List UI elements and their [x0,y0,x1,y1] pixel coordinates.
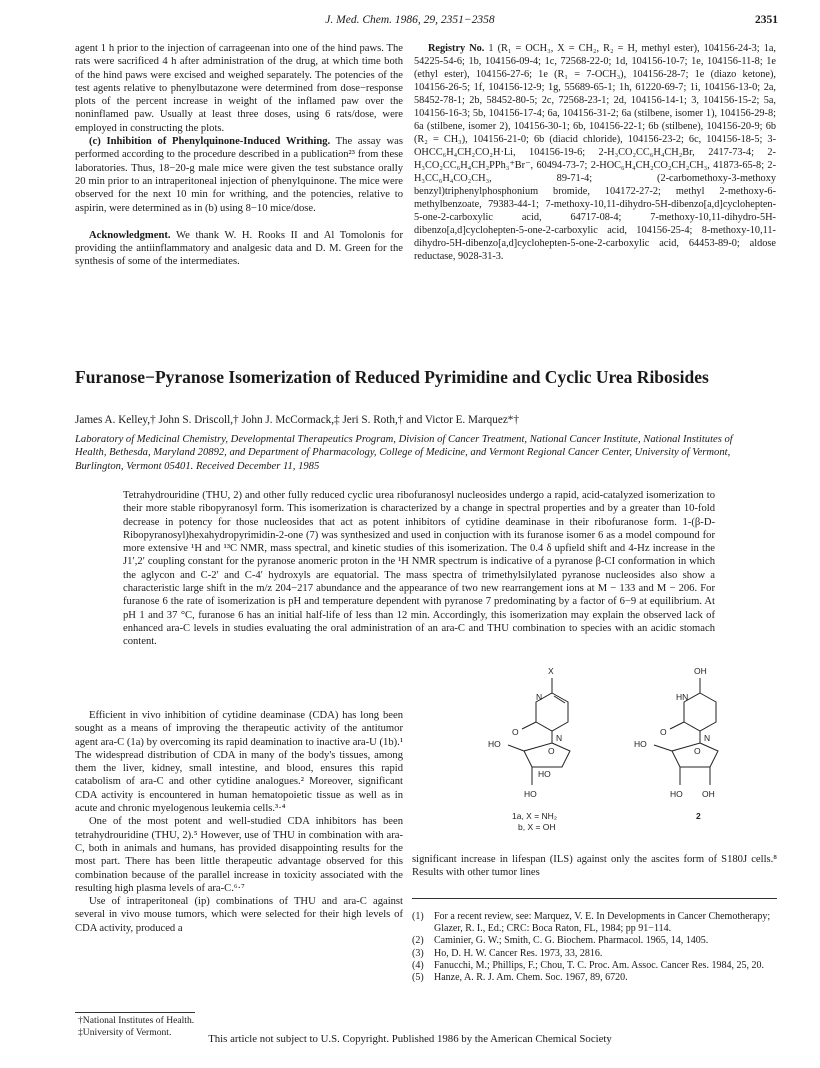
article-title: Furanose−Pyranose Isomerization of Reduced Pyrimidine and Cyclic Urea Ribosides [75,367,709,387]
running-header [0,14,820,34]
acknowledgment-text: We thank W. H. Rooks II and Al Tomolonis for providing the antiinflammatory and analgesic data and D. M. Green for the synthesis of some of the intermediates. [75,229,403,268]
ring-n-1: N [536,692,543,702]
structures-figure [440,655,760,840]
ho-5prime-2: HO [634,739,647,749]
journal-citation: J. Med. Chem. 1986, 29, 2351−2358 [325,14,495,26]
body-right-column [412,853,777,880]
ring-n-1b: N [556,733,563,743]
furanose-o-2: O [694,746,701,756]
experimental-paragraph: agent 1 h prior to the injection of carrageenan into one of the hind paws. The rats were sacrificed 4 h after administration of the drug, at which time both of the hind paws were excised and weighed separately. The potencies of the test agents relative to phenylbutazone were determined from dose−response plots of the percent increase in weight of the inflamed paw over the noninflamed paw. Usually at least three doses, using 6 rats/dose, were employed in constructing the plots. [75,43,403,134]
ho-3prime-1: HO [524,789,537,799]
reference-list [412,911,777,984]
intro-paragraph-1: Efficient in vivo inhibition of cytidine deaminase (CDA) has long been sought as a means of improving the therapeutic activity of the antitumor agent ara-C (1a) by overcoming its rapid deamination to inactive ara-U (1b).¹ The widespread distribution of CDA in many of the body's tissues, among them the liver, kidney, small intestine, and blood, ensures this rapid catabolism of ara-C and other cytidine analogues.² Moreover, significant CDA activity is encountered in human hematopoietic tissue as well as in acute and chronic myelogenous leukemia cells.³·⁴ [75,710,403,815]
oh-2prime-2: OH [702,789,715,799]
ho-3prime-2: HO [670,789,683,799]
writhing-paragraph [75,135,403,215]
body-right-paragraph: significant increase in lifespan (ILS) against only the ascites form of S180J cells.⁸ Results with other tumor lines [412,854,777,879]
footnote-uvm: ‡University of Vermont. [78,1027,172,1038]
ho-5prime-1: HO [488,739,501,749]
references-rule [412,898,777,899]
writhing-text: The assay was performed according to the procedure described in a publication²³ from these laboratories. Thus, 18−20-g male mice were given the test substance orally 20 min prior to an intraperitoneal injection of phenylquinone. The mice were observed for the next 10 min for writhing, and the potencies, relative to aspirin, were determined as in (b) using 8−10 mice/dose. [75,136,403,214]
footnote-rule [75,1012,195,1013]
article-affiliation: Laboratory of Medicinal Chemistry, Developmental Therapeutics Program, Division of Cancer Treatment, National Cancer Institute, National Institutes of Health, Bethesda, Maryland 20892, and Department of Pharmacology, College of Medicine, and Vermont Regional Cancer Center, University of Vermont, Burlington, Vermont 05401. Received December 11, 1985 [75,434,733,472]
intro-paragraph-2: One of the most potent and well-studied CDA inhibitors has been tetrahydrouridine (THU, 2).⁵ However, use of THU in combination with ara-C, both in animals and humans, has provided disappointing results for the most part. There has been little therapeutic advantage observed for this combination because of the parallel increase in toxicity associated with the resulting high plasma levels of ara-C.⁶·⁷ [75,816,403,894]
acknowledgment [75,229,403,269]
reference-item: (3) Ho, D. H. W. Cancer Res. 1973, 33, 2816. [412,947,603,959]
reference-item: (4) Fanucchi, M.; Phillips, F.; Chou, T. C. Proc. Am. Assoc. Cancer Res. 1984, 25, 20. [412,959,764,971]
acknowledgment-heading: Acknowledgment. [89,229,171,241]
substituent-x: X [548,666,554,676]
article-abstract: Tetrahydrouridine (THU, 2) and other fully reduced cyclic urea ribofuranosyl nucleosides undergo a rapid, acid-catalyzed isomerization to their more stable ribopyranosyl form. This isomerization is characterized by a change in spectral properties and by a greater than 10-fold decrease in potency for those nucleosides that act as potent inhibitors of cytidine deaminase in their ribofuranose form. 1-(β-D-Ribopyranosyl)hexahydropyrimidin-2-one (7) was synthesized and used in conjuction with its furanose isomer 6 as a model compound for more extensive ¹H and ¹³C NMR, mass spectral, and kinetic studies of this isomerization. The 0.4 δ upfield shift and 4-Hz increase in the J1′,2′ coupling constant for the pyranose anomeric proton in the ¹H NMR spectrum is indicative of a pyranose β-CI conformation in which the aglycon and C-2′ and C-4′ hydroxyls are equatorial. The mass spectra of trimethylsilylated pyranose nucleosides also show a characteristic large shift in the m/z 204−217 abundance and the appearance of two new rearrangement ions at M − 133 and M − 206. For furanose 6 the rate of isomerization is pH and temperature dependent with pyranose 7 predominating by a factor of 6−9 at equilibrium. At pH 1 and 37 °C, furanose 6 has an initial half-life of less than 12 min. Accordingly, this isomerization may explain the observed lack of enhanced ara-C levels in studies evaluating the oral administration of an ara-C and THU combination to species with an acidic stomach content. [123,490,715,648]
article-authors: James A. Kelley,† John S. Driscoll,† John J. McCormack,‡ Jeri S. Roth,† and Victor E. Marquez*† [75,414,519,426]
caption-1a: 1a, X = NH₂ [512,811,558,821]
caption-1b: b, X = OH [518,822,556,832]
page-number: 2351 [755,14,778,26]
ring-hn-2: HN [676,692,689,702]
left-top-column [75,42,403,269]
registry-column [414,42,776,263]
body-left-column [75,709,403,935]
copyright-note: This article not subject to U.S. Copyright. Published 1986 by the American Chemical Society [208,1033,612,1045]
carbonyl-o-1: O [512,727,519,737]
ring-n-2b: N [704,733,711,743]
footnote-nih: †National Institutes of Health. [78,1015,195,1026]
carbonyl-o-2: O [660,727,667,737]
caption-2: 2 [696,811,701,821]
registry-numbers [414,42,776,263]
registry-text: 1 (R₁ = OCH₃, X = CH₂, R₂ = H, methyl ester), 104156-24-3; 1a, 54225-54-6; 1b, 104156-09-4; 1c, 72568-22-0; 1d, 104156-10-7; 1e, 104156-11-8; 1e (ethyl ester), 104156-27-6; 1e (R₁ = 7-OCH₃), 104156-28-7; 1e (diazo ketone), 104156-26-5; 1f, 104156-12-9; 1g, 55689-65-1; 1h, 61220-69-7; 1i, 104156-13-0; 2a, 58452-78-1; 2b, 58452-80-5; 2c, 72568-23-1; 2d, 104156-14-1; 3, 104156-15-2; 5a, 104156-16-3; 5b, 104156-17-4; 6a, 104156-31-2; 6a (stilbene, isomer 1), 104156-29-8; 6a (stilbene, isomer 2), 104156-30-1; 6b, 104156-22-1; 6b (stilbene), 104156-20-9; 6b (R₂ = CH₃), 104156-21-0; 6b (diacid chloride), 104156-23-2; 6c, 104156-18-5; 3-OHCC₆H₄CH₂CO₂H·Li, 104156-19-6; 2-H₃CO₂CC₆H₄CH₂Br, 2417-73-4; 2-H₃CO₂CC₆H₄CH₂PPh₃⁺Br⁻, 60494-73-7; 2-HOC₆H₄CH₂CO₂CH₂CH₃, 41873-65-8; 2-H₃CC₆H₄CO₂CH₃, 89-71-4; (2-carbomethoxy-3-methoxy benzyl)triphenylphosphonium bromide, 104172-27-2; methyl 2-methoxy-6-methylbenzoate, 79383-44-1; 7-methoxy-10,11-dihydro-5H-dibenzo[a,d]cyclohepten-5-one-2-carboxylic acid, 64717-08-4; 7-methoxy-10,11-dihydro-5H-dibenzo[a,d]cyclohepten-5-one-2-carboxylic acid, 104156-25-4; 8-methoxy-10,11-dihydro-5H-dibenzo[a,d]cyclohepten-5-one-2-carboxylic acid, 64453-89-0; aldose reductase, 9028-31-3. [414,43,776,262]
chemical-structures [440,655,760,840]
ho-2prime-1: HO [538,769,551,779]
reference-item: (5) Hanze, A. R. J. Am. Chem. Soc. 1967, 89, 6720. [412,972,628,984]
reference-item: (2) Caminier, G. W.; Smith, C. G. Biochem. Pharmacol. 1965, 14, 1405. [412,935,709,947]
furanose-o-1: O [548,746,555,756]
writhing-heading: (c) Inhibition of Phenylquinone-Induced Writhing. [89,136,331,148]
registry-heading: Registry No. [428,43,485,54]
substituent-oh: OH [694,666,707,676]
intro-paragraph-3: Use of intraperitoneal (ip) combinations of THU and ara-C against several in vivo mouse tumors, which were selected for their high levels of CDA activity, produced a [75,896,403,934]
reference-item: (1) For a recent review, see: Marquez, V. E. In Developments in Cancer Chemotherapy; Glazer, R. I., Ed.; CRC: Boca Raton, FL, 1984; pp 91−114. [412,911,771,935]
